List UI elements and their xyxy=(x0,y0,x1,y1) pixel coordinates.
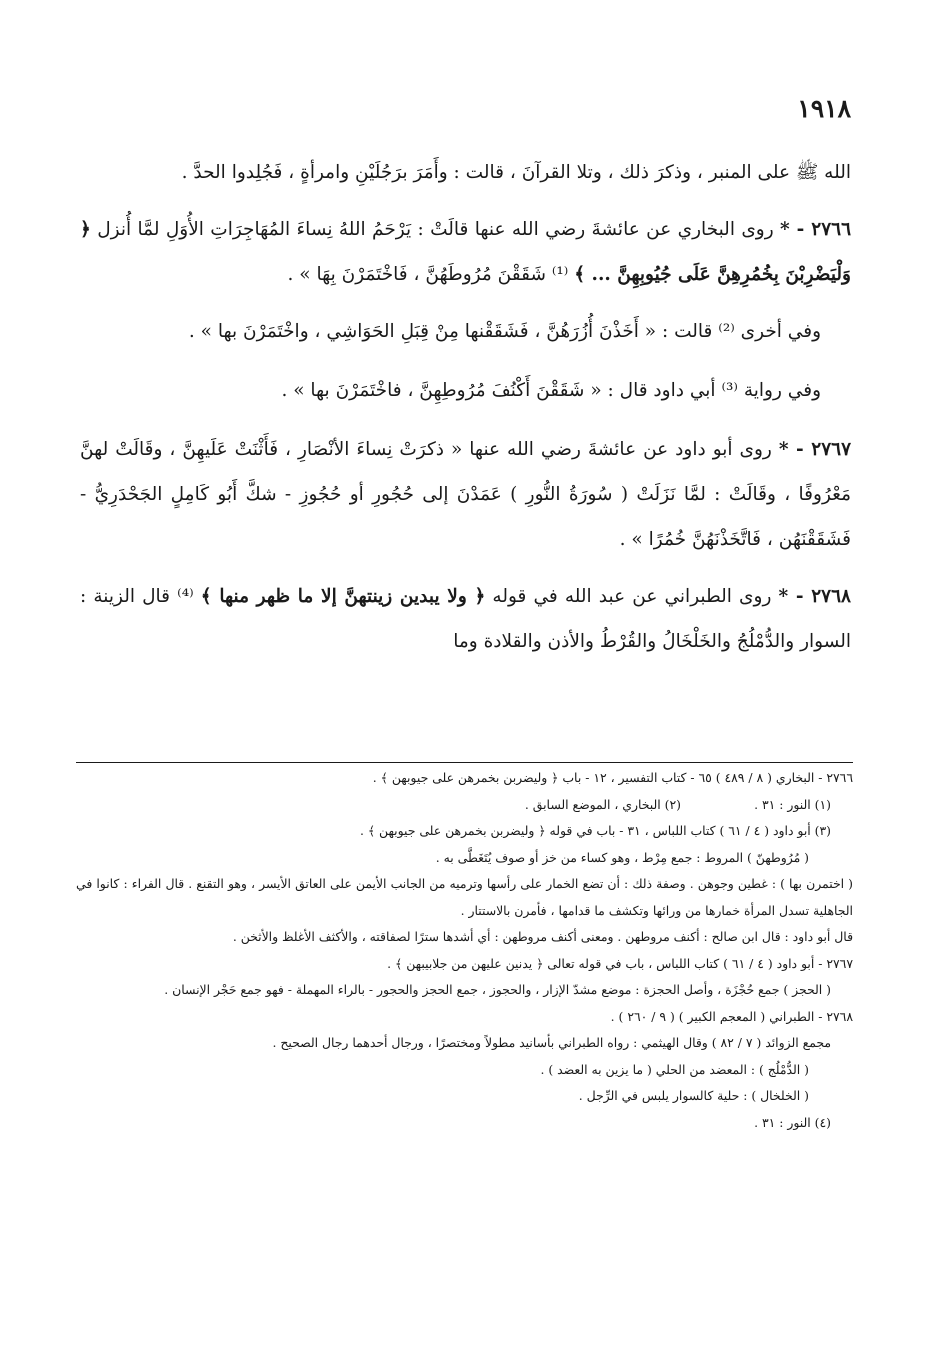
footnote-gloss: ( الخلخال ) : حلية كالسوار يلبس في الرِّجل . xyxy=(578,1088,809,1103)
hadith-number: ٢٧٦٨ - * xyxy=(778,586,851,607)
quran-verse: ﴿ ولا يبدين زينتهنَّ إلا ما ظهر منها ﴾ xyxy=(200,586,486,607)
hadith-2768 xyxy=(80,574,851,664)
quran-verse: ﴿ وَلْيَضْرِبْنَ بِخُمُرِهِنَّ عَلَى جُيُوبِهِنَّ ... ﴾ xyxy=(80,219,851,285)
hadith-text: روى أبو داود عن عائشةَ رضي الله عنها « ذكرَتْ نِساءَ الأنْصَارِ ، فَأَثْنَتْ عَلَيهِنَّ ، وقَالَتْ لهنَّ مَعْرُوفًا ، وقَالَتْ : لمَّا نَزَلَتْ ( سُورَةُ النُّورِ ) عَمَدْنَ إلى حُجُورِ أو حُجُوزِ - شكَّ أَبُو كَامِلٍ الجَحْدَرِيُّ - فَشَقَقْنَهُن ، فَاتَّخَذْنَهُنَّ خُمُرًا » . xyxy=(80,439,851,550)
footnote-gloss: قال أبو داود : قال ابن صالح : أكنف مروطهن . ومعنى أكنف مروطهن : أي أشدها سترًا لصفاقته ، والأكثف الأغلظ والأثخن . xyxy=(232,929,853,944)
main-text xyxy=(80,150,851,676)
footnote: ٢٧٦٨ - الطبراني ( المعجم الكبير ) ( ٩ / ٢٦٠ ) . xyxy=(610,1008,853,1024)
footnote-gloss: ( الحجز ) جمع حُجْزَة ، وأصل الحجزة : موضع مشدّ الإزار ، والحجوز ، جمع الحجز والحجور - بالراء المهملة - فهو جمع حَجْر الإنسان . xyxy=(164,982,831,997)
hadith-text: ⁽¹⁾ شَقَقْنَ مُرُوطَهُنَّ ، فَاخْتَمَرْنَ بِهَا » . xyxy=(287,264,575,285)
narration-abu-dawud: وفي رواية ⁽³⁾ أبي داود قال : « شَقَقْنَ أَكْنُفَ مُرُوطِهِنَّ ، فاخْتَمَرْنَ بها » . xyxy=(281,380,821,401)
narration-other: وفي أخرى ⁽²⁾ قالت : « أَخَذْنَ أُزُرَهُنَّ ، فَشَقَقْنها مِنْ قِبَلِ الحَوَاشِي ، واخْتَمَرْنَ بها » . xyxy=(188,321,821,342)
hadith-text: روى الطبراني عن عبد الله في قوله xyxy=(485,586,779,607)
hadith-number: ٢٧٦٦ - * xyxy=(780,219,852,240)
hadith-number: ٢٧٦٧ - * xyxy=(778,439,852,460)
footnote-row xyxy=(76,792,853,819)
page-number: ١٩١٨ xyxy=(797,94,851,123)
hadith-2766 xyxy=(80,207,851,297)
footnote-gloss: ( اختمرن بها ) : غطين وجوهن . وصفة ذلك : أن تضع الخمار على رأسها وترميه من الجانب الأيمن على العاتق الأيسر ، وهو التقنع . قال الفراء : كانوا في الجاهلية تسدل المرأة خمارها من ورائها وتكشف ما قدامها ، فأمرن بالاستتار . xyxy=(76,876,853,918)
hadith-text: روى البخاري عن عائشةَ رضي الله عنها قالَتْ : يَرْحَمُ اللهُ نِساءَ المُهَاجِرَاتِ الأُوَلِ لمَّا أُنزل xyxy=(90,219,781,240)
footnotes xyxy=(76,762,853,1136)
footnote: ٢٧٦٧ - أبو داود ( ٤ / ٦١ ) كتاب اللباس ، باب في قوله تعالى ﴿ يدنين عليهن من جلابيبهن ﴾ . xyxy=(387,955,853,971)
footnote: مجمع الزوائد ( ٧ / ٨٢ ) وقال الهيثمي : رواه الطبراني بأسانيد مطولاً ومختصرًا ، ورجال أحدهما رجال الصحيح . xyxy=(272,1035,831,1050)
footnote-gloss: ( الدُّمْلُج ) : المعضد من الحلي ( ما يزين به العضد ) . xyxy=(540,1061,809,1077)
hadith-2767 xyxy=(80,427,851,562)
footnote: (٤) النور : ٣١ . xyxy=(754,1114,831,1130)
footnote: (١) النور : ٣١ . xyxy=(754,796,831,812)
paragraph-continuation: الله ﷺ على المنبر ، وذكرَ ذلك ، وتلا القرآنَ ، قالت : وأَمَرَ برَجُلَيْنِ وامرأةٍ ، فَجُلِدوا الحدَّ . xyxy=(181,162,851,183)
footnote: (٣) أبو داود ( ٤ / ٦١ ) كتاب اللباس ، ٣١ - باب في قوله ﴿ وليضربن بخمرهن على جيوبهن ﴾ . xyxy=(359,823,831,838)
footnote: ٢٧٦٦ - البخاري ( ٨ / ٤٨٩ ) ٦٥ - كتاب التفسير ، ١٢ - باب ﴿ وليضربن بخمرهن على جيوبهن ﴾ . xyxy=(372,770,853,785)
hadith-text: ⁽⁴⁾ قال الزينة : السوار والدُّمْلُجُ والخَلْخَالُ والقُرْطُ والأذن والقلادة وما xyxy=(80,586,851,652)
footnote-gloss: ( مُرُوطهنّ ) المروط : جمع مِرْط ، وهو كساء من خز أو صوف يُتَغَطَّى به . xyxy=(435,849,809,865)
footnote: (٢) البخاري ، الموضع السابق . xyxy=(524,796,681,812)
